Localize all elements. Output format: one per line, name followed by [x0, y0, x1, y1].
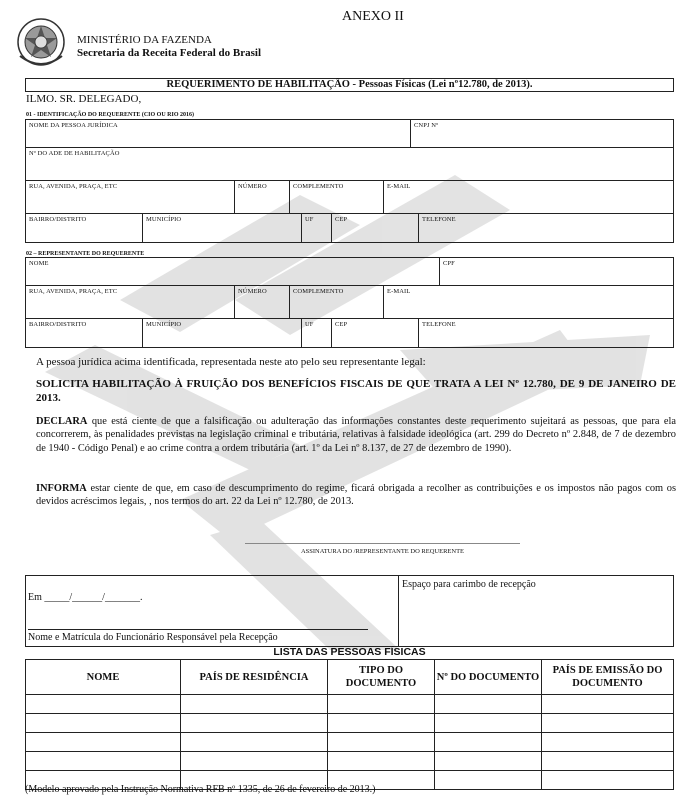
cep-field[interactable]: CEP: [331, 213, 419, 243]
ade-field[interactable]: Nº DO ADE DE HABILITAÇÃO: [25, 147, 674, 181]
table-cell[interactable]: [181, 733, 328, 752]
annex-title: ANEXO II: [342, 9, 404, 24]
salutation: ILMO. SR. DELEGADO,: [26, 93, 142, 105]
rep-cpf-field[interactable]: CPF: [439, 257, 674, 286]
table-row: [26, 695, 674, 714]
table-cell[interactable]: [542, 771, 674, 790]
table-row: [26, 733, 674, 752]
rep-complemento-field[interactable]: COMPLEMENTO: [289, 285, 384, 319]
table-cell[interactable]: [542, 714, 674, 733]
table-cell[interactable]: [435, 714, 542, 733]
persons-table: [25, 659, 674, 790]
rep-telefone-field[interactable]: TELEFONE: [418, 318, 674, 348]
table-cell[interactable]: [26, 695, 181, 714]
rep-numero-field[interactable]: NÚMERO: [234, 285, 290, 319]
coat-of-arms-icon: [12, 16, 70, 70]
col-nome: NOME: [26, 660, 181, 695]
signature-label: ASSINATURA DO /REPRESENTANTE DO REQUERENTE: [300, 548, 465, 555]
official-line: [28, 629, 368, 630]
col-pais-residencia: PAÍS DE RESIDÊNCIA: [181, 660, 328, 695]
ministry-name: MINISTÉRIO DA FAZENDA: [77, 34, 212, 46]
secretariat-name: Secretaria da Receita Federal do Brasil: [77, 47, 261, 59]
rep-rua-field[interactable]: RUA, AVENIDA, PRAÇA, ETC: [25, 285, 235, 319]
form-title: REQUERIMENTO DE HABILITAÇÃO - Pessoas Físicas (Lei nº12.780, de 2013).: [25, 78, 674, 92]
table-cell[interactable]: [181, 714, 328, 733]
table-cell[interactable]: [542, 752, 674, 771]
declara-paragraph: DECLARA que está ciente de que a falsificação ou adulteração das informações constantes deste requerimento sujeitará as pessoas, que para ela concorrerem, às penalidades previstas na legislação criminal e tributária, relativas à falsidade ideológica (art. 299 do Decreto nº 2.848, de 7 de dezembro de 1940 - Código Penal) e ao crime contra a ordem tributária (art. 1º da Lei nº 8.137, de 27 de dezembro de 1990).: [36, 416, 676, 454]
telefone-field[interactable]: TELEFONE: [418, 213, 674, 243]
footer-note: (Modelo aprovado pela Instrução Normativa RFB nº 1335, de 26 de fevereiro de 2013.): [25, 784, 376, 795]
reception-date[interactable]: Em _____/______/_______.: [28, 592, 143, 603]
rep-uf-field[interactable]: UF: [301, 318, 332, 348]
municipio-field[interactable]: MUNICÍPIO: [142, 213, 302, 243]
table-cell[interactable]: [328, 695, 435, 714]
table-cell[interactable]: [328, 714, 435, 733]
nome-pj-field[interactable]: NOME DA PESSOA JURÍDICA: [25, 119, 411, 148]
stamp-box[interactable]: Espaço para carimbo de recepção: [398, 575, 674, 647]
uf-field[interactable]: UF: [301, 213, 332, 243]
rep-bairro-field[interactable]: BAIRRO/DISTRITO: [25, 318, 143, 348]
rep-municipio-field[interactable]: MUNICÍPIO: [142, 318, 302, 348]
numero-field[interactable]: NÚMERO: [234, 180, 290, 214]
table-header-row: [26, 660, 674, 695]
cnpj-field[interactable]: CNPJ Nº: [410, 119, 674, 148]
table-row: [26, 714, 674, 733]
table-cell[interactable]: [26, 752, 181, 771]
intro-paragraph: A pessoa jurídica acima identificada, representada neste ato pelo seu representante legal:: [36, 356, 426, 368]
table-cell[interactable]: [435, 733, 542, 752]
table-cell[interactable]: [181, 752, 328, 771]
bairro-field[interactable]: BAIRRO/DISTRITO: [25, 213, 143, 243]
solicita-paragraph: SOLICITA HABILITAÇÃO À FRUIÇÃO DOS BENEFÍCIOS FISCAIS DE QUE TRATA A LEI Nº 12.780, DE 9 DE JANEIRO DE 2013.: [36, 378, 676, 404]
rep-cep-field[interactable]: CEP: [331, 318, 419, 348]
rep-email-field[interactable]: E-MAIL: [383, 285, 674, 319]
table-cell[interactable]: [435, 752, 542, 771]
table-cell[interactable]: [328, 752, 435, 771]
col-tipo-documento: TIPO DO DOCUMENTO: [328, 660, 435, 695]
table-cell[interactable]: [181, 695, 328, 714]
official-label: Nome e Matrícula do Funcionário Responsável pela Recepção: [28, 632, 278, 643]
rua-field[interactable]: RUA, AVENIDA, PRAÇA, ETC: [25, 180, 235, 214]
col-numero-documento: Nº DO DOCUMENTO: [435, 660, 542, 695]
table-row: [26, 752, 674, 771]
email-field[interactable]: E-MAIL: [383, 180, 674, 214]
table-cell[interactable]: [542, 695, 674, 714]
complemento-field[interactable]: COMPLEMENTO: [289, 180, 384, 214]
section2-title: 02 – REPRESENTANTE DO REQUERENTE: [26, 251, 145, 257]
table-cell[interactable]: [435, 695, 542, 714]
table-cell[interactable]: [435, 771, 542, 790]
table-cell[interactable]: [542, 733, 674, 752]
list-title: LISTA DAS PESSOAS FÍSICAS: [273, 646, 426, 658]
section1-title: 01 - IDENTIFICAÇÃO DO REQUERENTE (CIO OU RIO 2016): [26, 112, 195, 118]
informa-paragraph: INFORMA estar ciente de que, em caso de descumprimento do regime, ficará obrigada a recolher as contribuições e os impostos não pagos com os devidos acréscimos legais, , nos termos do art. 22 da Lei nº 12.780, de 2013.: [36, 483, 676, 508]
table-cell[interactable]: [26, 714, 181, 733]
signature-line: [245, 543, 520, 544]
table-cell[interactable]: [26, 733, 181, 752]
table-cell[interactable]: [328, 733, 435, 752]
rep-nome-field[interactable]: NOME: [25, 257, 440, 286]
col-pais-emissao: PAÍS DE EMISSÃO DO DOCUMENTO: [542, 660, 674, 695]
